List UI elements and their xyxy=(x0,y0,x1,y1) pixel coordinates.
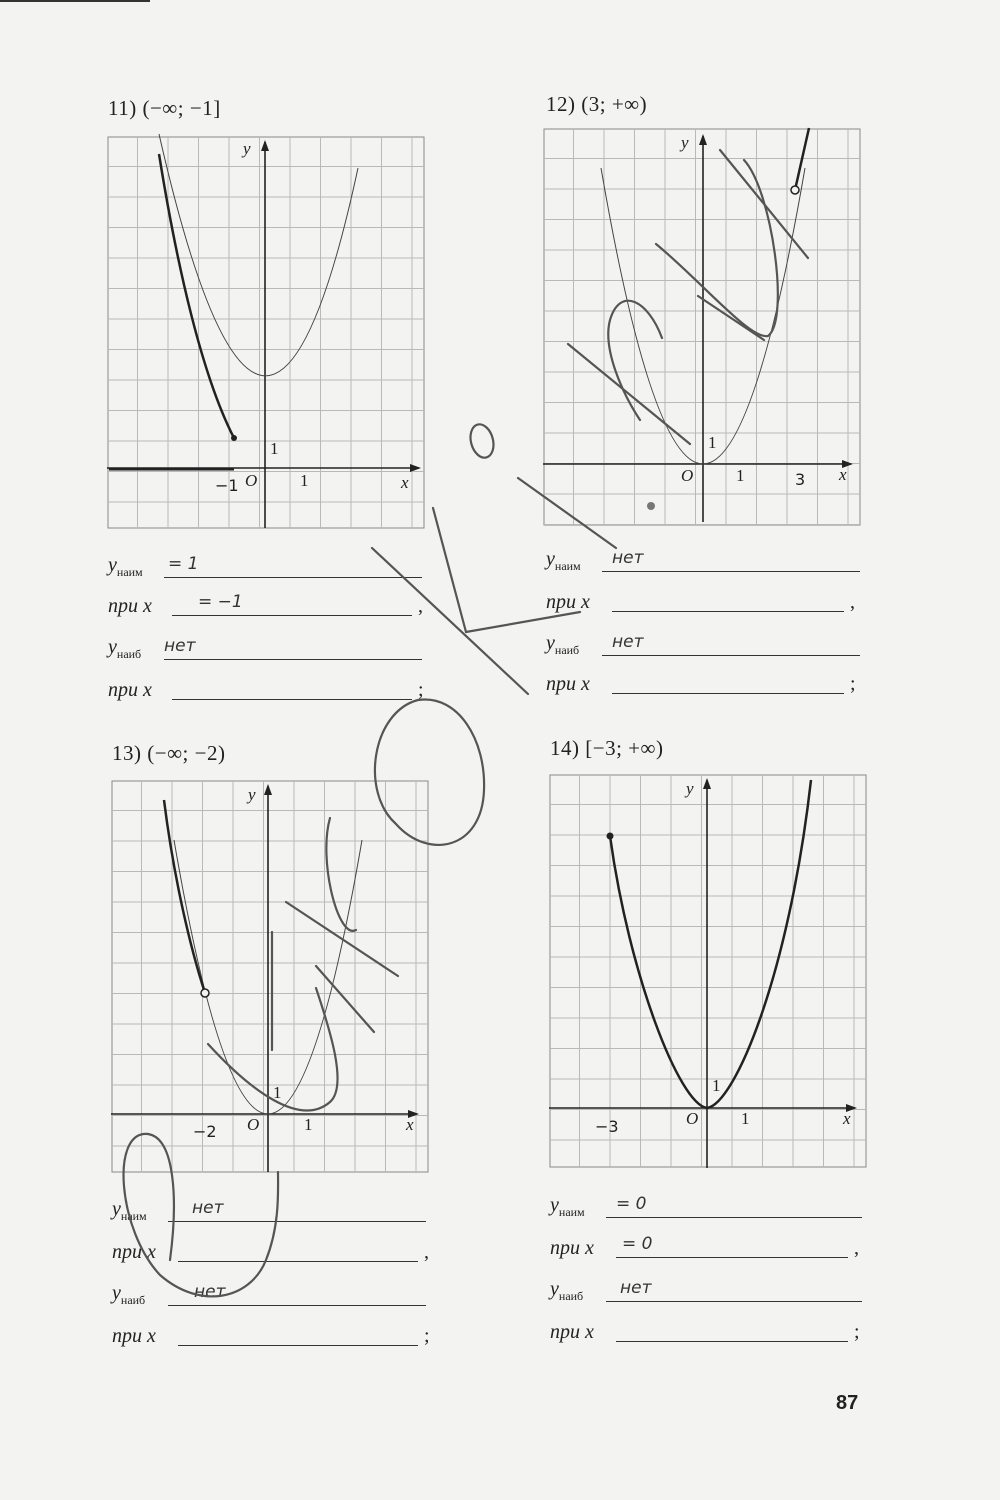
ymin-value: нет xyxy=(612,548,644,568)
ymax-value: нет xyxy=(620,1278,652,1298)
pri1-value: = 0 xyxy=(622,1234,653,1254)
ymax-label: $y_{наиб}$ xyxy=(546,632,580,657)
task-11-y-label: y xyxy=(243,139,251,158)
task-13-one-y: 1 xyxy=(273,1083,282,1102)
task-11-title: 11) (−∞; −1] xyxy=(108,96,221,120)
task-12-origin-label: O xyxy=(681,466,694,485)
task-14-x-label: x xyxy=(843,1109,851,1128)
ymin-label: $y_{наим}$ xyxy=(108,554,143,579)
task-13-extra-tick: −2 xyxy=(193,1122,217,1141)
ymin-value: = 1 xyxy=(168,554,199,574)
task-14-title: 14) [−3; +∞) xyxy=(550,736,664,760)
pri1-value: = −1 xyxy=(198,592,243,612)
scribble-stroke xyxy=(466,612,580,632)
scribble-large-oval xyxy=(375,699,484,844)
ymin-value: = 0 xyxy=(616,1194,647,1214)
task-14-extra-tick: −3 xyxy=(595,1117,619,1136)
scribble-stroke xyxy=(568,344,690,444)
task-13-x-label: x xyxy=(406,1115,414,1134)
pri-label: при x xyxy=(550,1321,594,1343)
task-14-one-x: 1 xyxy=(741,1109,750,1128)
ymin-label: $y_{наим}$ xyxy=(550,1194,585,1219)
comma: , xyxy=(854,1237,859,1259)
comma: , xyxy=(418,595,423,617)
scribble-small-oval xyxy=(467,422,497,461)
scribble-dot xyxy=(647,502,655,510)
ymax-value: нет xyxy=(612,632,644,652)
task-14-y-label: y xyxy=(686,779,694,798)
task-13-title: 13) (−∞; −2) xyxy=(112,741,226,765)
ymax-label: $y_{наиб}$ xyxy=(112,1282,146,1307)
scribble-stroke xyxy=(698,296,764,340)
scribble-curve xyxy=(608,301,662,420)
task-13-y-label: y xyxy=(248,785,256,804)
ymin-label: $y_{наим}$ xyxy=(112,1198,147,1223)
ymax-value: нет xyxy=(194,1282,226,1302)
ymax-label: $y_{наиб}$ xyxy=(108,636,142,661)
ymax-label: $y_{наиб}$ xyxy=(550,1278,584,1303)
task-11-one-x: 1 xyxy=(300,471,309,490)
semicolon: ; xyxy=(850,673,856,695)
scribble-loop-inner xyxy=(148,1134,174,1260)
task-12-x-label: x xyxy=(839,465,847,484)
pri-label: при x xyxy=(112,1325,156,1347)
scribble-stroke xyxy=(286,902,398,976)
comma: , xyxy=(850,591,855,613)
ymax-value: нет xyxy=(164,636,196,656)
pri-label: при x xyxy=(546,591,590,613)
ymin-value: нет xyxy=(192,1198,224,1218)
scribble-curve xyxy=(326,818,356,931)
semicolon: ; xyxy=(424,1325,430,1347)
task-14-one-y: 1 xyxy=(712,1076,721,1095)
semicolon: ; xyxy=(854,1321,860,1343)
task-12-y-label: y xyxy=(681,133,689,152)
scribble-stroke xyxy=(316,966,374,1032)
pri-label: при x xyxy=(112,1241,156,1263)
task-11-one-y: 1 xyxy=(270,439,279,458)
task-14-origin-label: O xyxy=(686,1109,699,1128)
task-13-one-x: 1 xyxy=(304,1115,313,1134)
task-12-extra-tick: 3 xyxy=(795,470,806,489)
task-11-extra-tick: −1 xyxy=(215,476,239,495)
task-12-one-y: 1 xyxy=(708,433,717,452)
pri-label: при x xyxy=(108,679,152,701)
ymin-label: $y_{наим}$ xyxy=(546,548,581,573)
semicolon: ; xyxy=(418,679,424,701)
scribble-stroke xyxy=(518,478,616,548)
pri-label: при x xyxy=(108,595,152,617)
scribble-stroke xyxy=(433,508,466,632)
pri-label: при x xyxy=(550,1237,594,1259)
task-11-x-label: x xyxy=(401,473,409,492)
page-number: 87 xyxy=(836,1392,859,1414)
task-13-origin-label: O xyxy=(247,1115,260,1134)
comma: , xyxy=(424,1241,429,1263)
scribble-stroke xyxy=(720,150,808,258)
task-12-title: 12) (3; +∞) xyxy=(546,92,648,116)
scribble-loop xyxy=(124,1134,279,1297)
task-12-one-x: 1 xyxy=(736,466,745,485)
task-11-origin-label: O xyxy=(245,471,258,490)
pri-label: при x xyxy=(546,673,590,695)
